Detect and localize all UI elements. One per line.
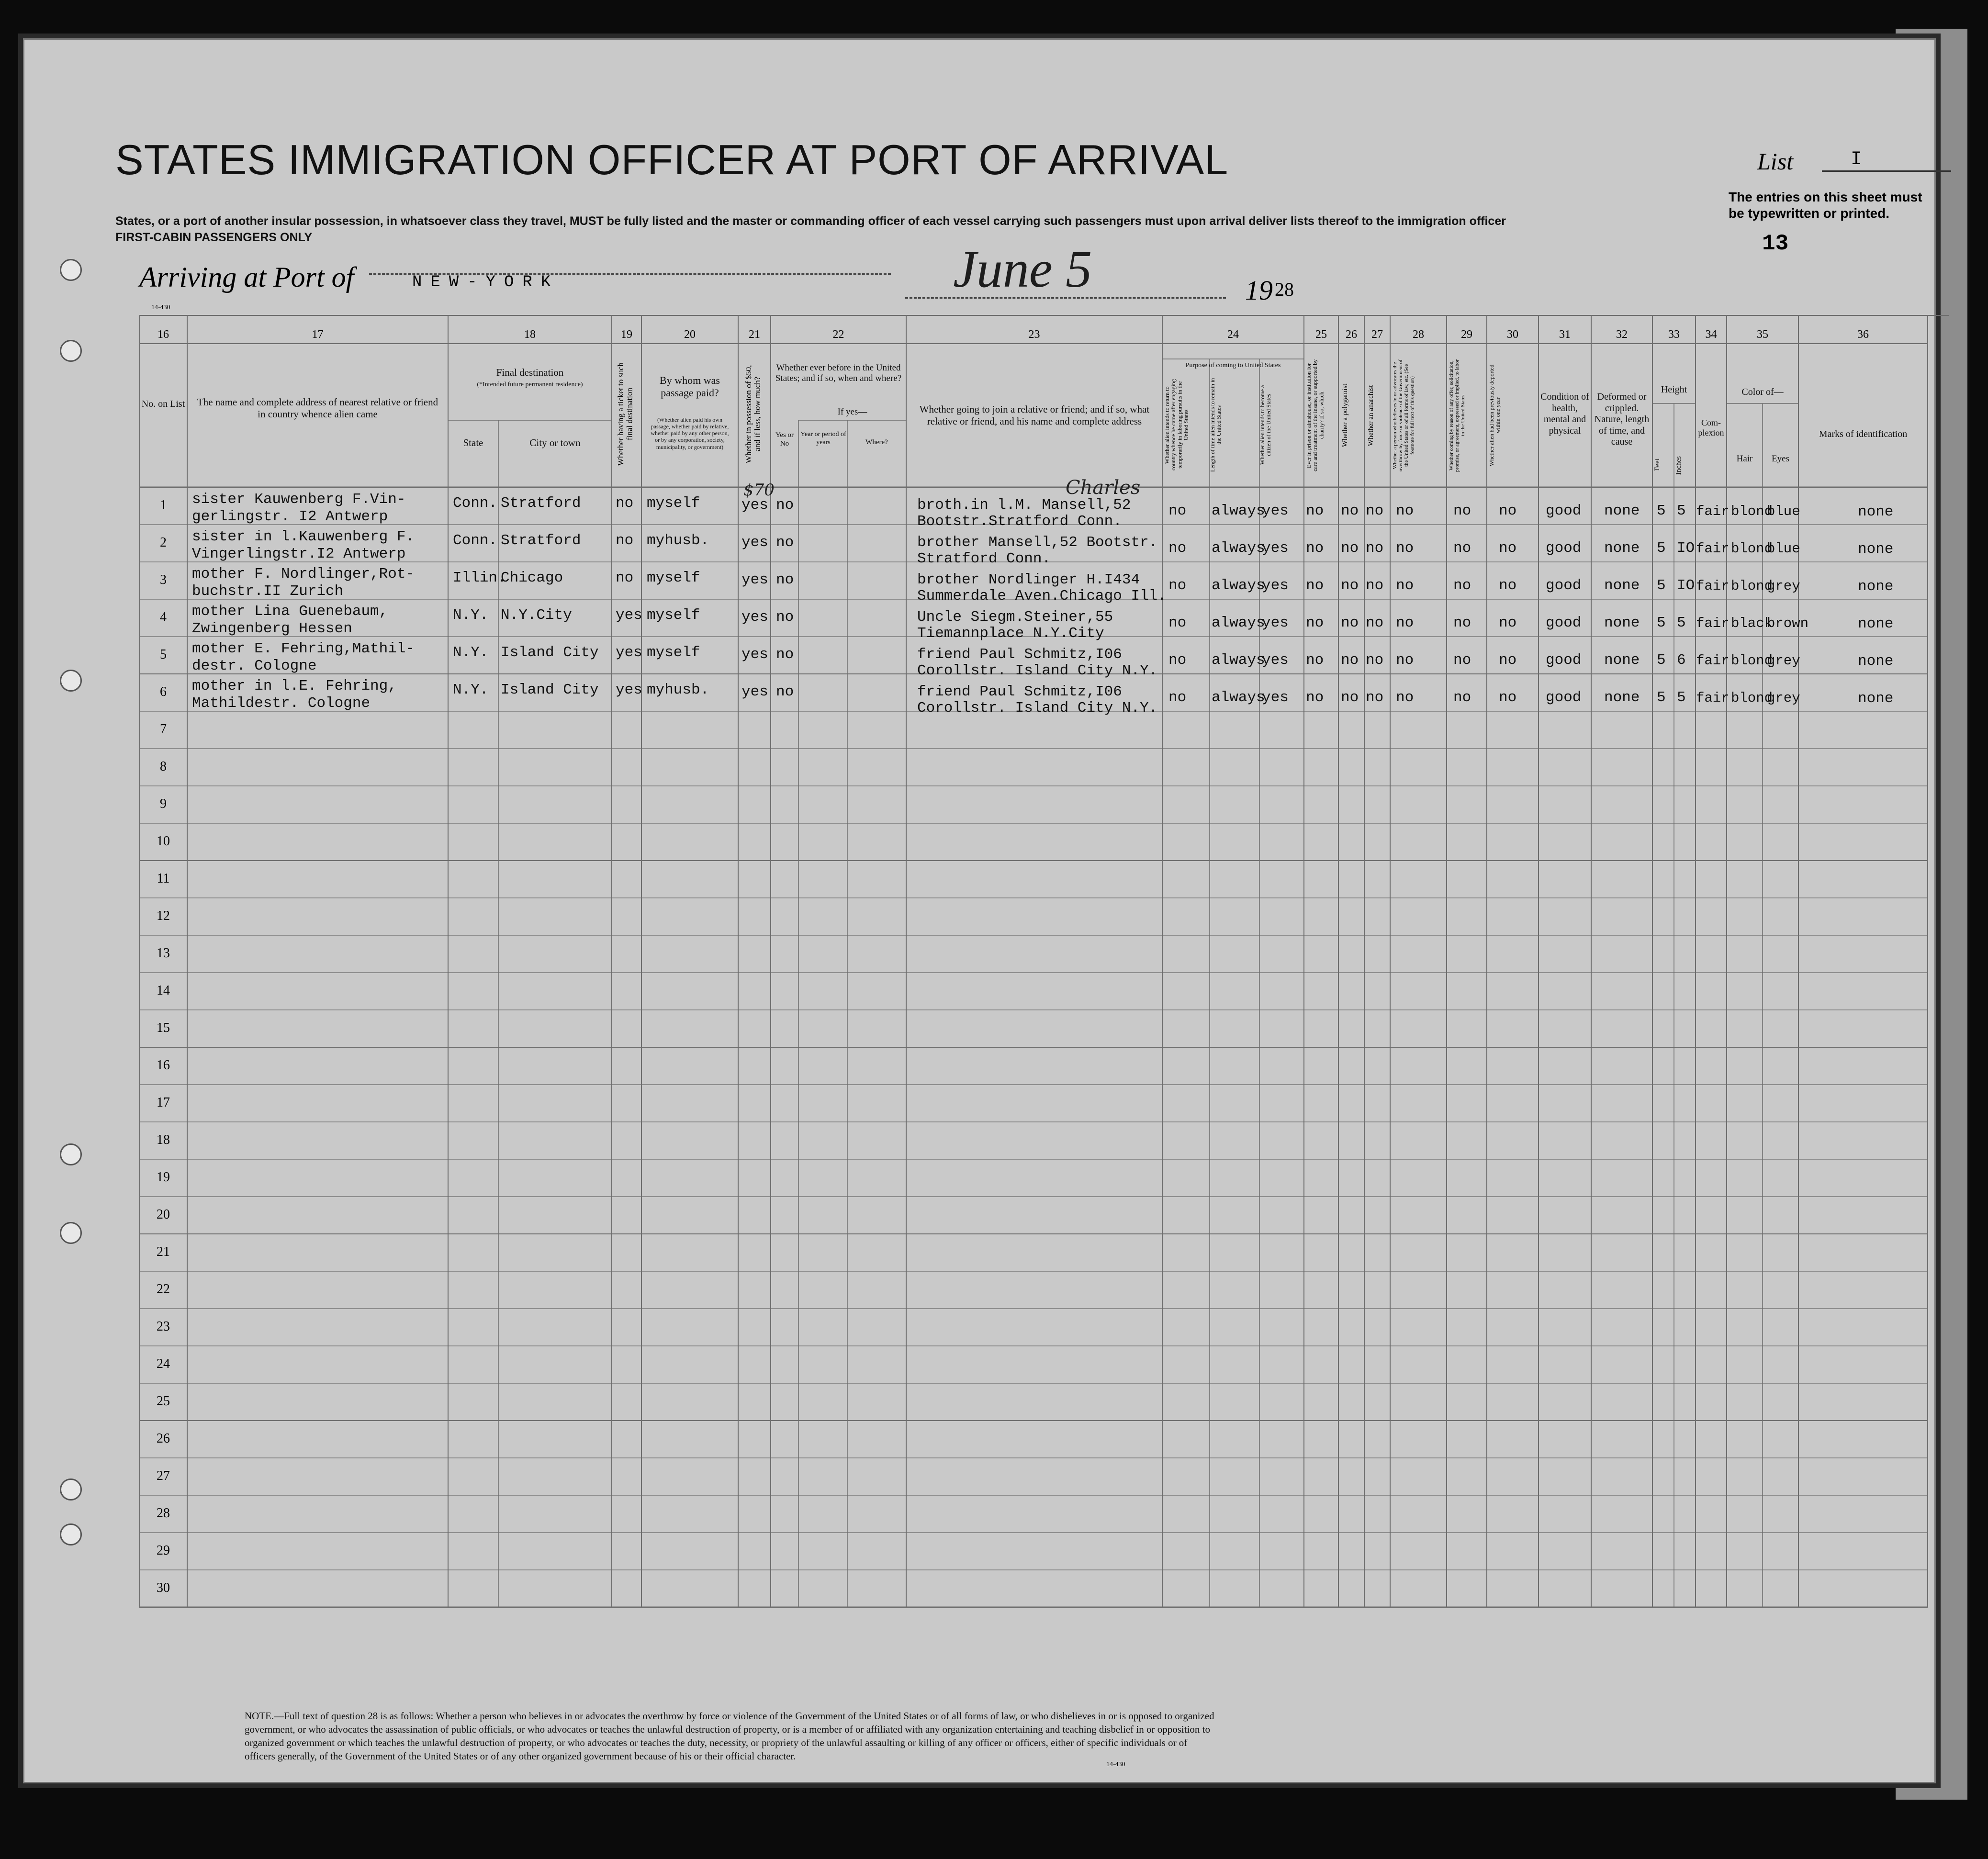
join-note: Charles <box>1066 477 1141 499</box>
join-relative: brother Nordlinger H.I434 <box>917 571 1140 588</box>
hdr-prison: Ever in prison or almshouse, or institution for care and treatment of the insane, or supported by charity? If so, which <box>1305 359 1325 472</box>
q28-value: no <box>1396 615 1414 631</box>
hdr-deformed: Deformed or crippled. Nature, length of time, and cause <box>1594 392 1650 448</box>
hdr-hair: Hair <box>1736 454 1753 464</box>
polygamist-value: no <box>1341 615 1359 631</box>
manifest-sheet <box>23 38 1936 1783</box>
eyes-value: blue <box>1767 504 1800 519</box>
polygamist-value: no <box>1341 503 1359 519</box>
colnum-25: 25 <box>1315 328 1327 341</box>
colnum-36: 36 <box>1857 328 1869 341</box>
join-address: Stratford Conn. <box>917 550 1051 567</box>
passage-paid-value: myhusb. <box>647 682 709 698</box>
complexion-value: fair <box>1696 616 1730 631</box>
row-number: 28 <box>157 1506 170 1521</box>
hdr-before-in-us: Whether ever before in the United States; and if so, when and where? <box>775 363 902 384</box>
marks-value: none <box>1858 578 1894 595</box>
purpose-citizen: yes <box>1262 577 1289 594</box>
hdr-polygamist: Whether a polygamist <box>1341 383 1349 448</box>
purpose-return: no <box>1168 503 1187 519</box>
hdr-passage-paid-sub: (Whether alien paid his own passage, whether paid by relative, whether paid by any other person, or by any corporation, society, municipality, or government) <box>651 416 729 450</box>
anarchist-value: no <box>1366 615 1384 631</box>
hdr-final-destination-sub: (*Intended future permanent residence) <box>477 381 583 388</box>
before-value: no <box>776 609 794 626</box>
colnum-28: 28 <box>1413 328 1424 341</box>
q28-value: no <box>1396 577 1414 594</box>
dest-city: Island City <box>501 682 599 698</box>
polygamist-value: no <box>1341 652 1359 669</box>
labor-offer-value: no <box>1453 652 1471 669</box>
height-inches: 6 <box>1677 652 1686 669</box>
hdr-purpose-citizen: Whether alien intends to become a citizen of the United States <box>1259 385 1272 465</box>
q28-value: no <box>1396 540 1414 557</box>
dest-state: N.Y. <box>453 682 489 698</box>
colnum-19: 19 <box>621 328 632 341</box>
hdr-yes-or-no: Yes or No <box>775 431 794 448</box>
passage-paid-value: myself <box>647 607 700 624</box>
row-number: 6 <box>160 684 167 699</box>
ticket-value: yes <box>616 644 642 661</box>
passage-paid-value: myhusb. <box>647 532 709 549</box>
polygamist-value: no <box>1341 540 1359 557</box>
eyes-value: grey <box>1767 653 1800 669</box>
deported-value: no <box>1499 652 1517 669</box>
row-number: 14 <box>157 983 170 998</box>
row-number: 25 <box>157 1394 170 1409</box>
row-number: 5 <box>160 647 167 662</box>
hdr-marks: Marks of identification <box>1819 429 1908 439</box>
join-relative: Uncle Siegm.Steiner,55 <box>917 609 1113 626</box>
hdr-deported: Whether alien had been previously deported within one year <box>1488 364 1502 467</box>
join-relative: friend Paul Schmitz,I06 <box>917 683 1122 700</box>
relative-name: mother Lina Guenebaum, <box>192 603 388 620</box>
colnum-30: 30 <box>1507 328 1518 341</box>
marks-value: none <box>1858 616 1894 632</box>
health-value: good <box>1546 615 1582 631</box>
colnum-34: 34 <box>1705 328 1717 341</box>
join-relative: broth.in l.M. Mansell,52 <box>917 497 1131 514</box>
height-feet: 5 <box>1657 652 1666 669</box>
dest-state: N.Y. <box>453 607 489 624</box>
purpose-citizen: yes <box>1262 503 1289 519</box>
anarchist-value: no <box>1366 540 1384 557</box>
hair-value: blond <box>1731 541 1773 557</box>
join-relative: brother Mansell,52 Bootstr. <box>917 534 1158 551</box>
relative-name: mother E. Fehring,Mathil- <box>192 640 415 657</box>
colnum-16: 16 <box>157 328 169 341</box>
row-number: 16 <box>157 1058 170 1073</box>
row-number: 12 <box>157 908 170 923</box>
deported-value: no <box>1499 540 1517 557</box>
deformed-value: none <box>1604 577 1640 594</box>
polygamist-value: no <box>1341 689 1359 706</box>
eyes-value: grey <box>1767 578 1800 594</box>
height-feet: 5 <box>1657 689 1666 706</box>
ticket-value: yes <box>616 607 642 624</box>
anarchist-value: no <box>1366 577 1384 594</box>
money-value: yes <box>741 646 768 663</box>
q28-value: no <box>1396 652 1414 669</box>
row-number: 19 <box>157 1170 170 1185</box>
relative-name: sister Kauwenberg F.Vin- <box>192 491 406 508</box>
purpose-return: no <box>1168 577 1187 594</box>
ticket-value: no <box>616 570 634 586</box>
prison-value: no <box>1306 652 1324 669</box>
marks-value: none <box>1858 690 1894 707</box>
binder-hole <box>60 259 82 281</box>
row-number: 10 <box>157 834 170 849</box>
join-address: Corollstr. Island City N.Y. <box>917 662 1158 679</box>
row-number: 9 <box>160 796 167 811</box>
hair-value: black <box>1731 616 1773 631</box>
deported-value: no <box>1499 689 1517 706</box>
hdr-passage-paid: By whom was passage paid? <box>660 374 720 399</box>
before-value: no <box>776 534 794 551</box>
hdr-color-of: Color of— <box>1741 387 1784 397</box>
dest-state: Illin. <box>453 570 506 586</box>
eyes-value: brown <box>1767 616 1809 631</box>
row-number: 22 <box>157 1282 170 1297</box>
ticket-value: yes <box>616 682 642 698</box>
dest-state: Conn. <box>453 495 498 512</box>
prison-value: no <box>1306 540 1324 557</box>
row-number: 8 <box>160 759 167 774</box>
purpose-citizen: yes <box>1262 689 1289 706</box>
eyes-value: blue <box>1767 541 1800 557</box>
height-feet: 5 <box>1657 577 1666 594</box>
eyes-value: grey <box>1767 690 1800 706</box>
binder-hole <box>60 1523 82 1545</box>
labor-offer-value: no <box>1453 540 1471 557</box>
join-address: Corollstr. Island City N.Y. <box>917 700 1158 717</box>
prison-value: no <box>1306 577 1324 594</box>
health-value: good <box>1546 540 1582 557</box>
binder-hole <box>60 1478 82 1501</box>
labor-offer-value: no <box>1453 503 1471 519</box>
row-number: 23 <box>157 1319 170 1334</box>
row-number: 24 <box>157 1356 170 1371</box>
health-value: good <box>1546 652 1582 669</box>
row-number: 4 <box>160 610 167 625</box>
list-number: I <box>1822 149 1951 172</box>
hdr-anarchist: Whether an anarchist <box>1367 385 1375 446</box>
deported-value: no <box>1499 577 1517 594</box>
colnum-20: 20 <box>684 328 696 341</box>
health-value: good <box>1546 503 1582 519</box>
intro-line-2: FIRST-CABIN PASSENGERS ONLY <box>115 231 313 244</box>
purpose-length: always <box>1212 540 1265 557</box>
join-address: Summerdale Aven.Chicago Ill. <box>917 588 1167 605</box>
list-label: List <box>1757 148 1794 175</box>
binder-hole <box>60 670 82 692</box>
intro-line-1: States, or a port of another insular possession, in whatsoever class they travel, MUST be fully listed and the master or commanding officer of each vessel carrying such passengers must upon arrival deliver lists thereof to the immigration officer <box>115 214 1506 228</box>
colnum-35: 35 <box>1757 328 1768 341</box>
hair-value: blond <box>1731 504 1773 519</box>
hdr-state: State <box>463 437 483 448</box>
money-value: yes <box>741 497 768 514</box>
hdr-year-period: Year or period of years <box>800 431 846 446</box>
dest-city: Stratford <box>501 495 581 512</box>
hdr-ticket: Whether having a ticket to such final destination <box>616 362 634 466</box>
prison-value: no <box>1306 503 1324 519</box>
row-number: 7 <box>160 722 167 737</box>
row-number: 18 <box>157 1132 170 1147</box>
footnote: NOTE.—Full text of question 28 is as follows: Whether a person who believes in or advocates the overthrow by force or violence of the Government of the United States or of all forms of law, or who disbelieves in or is opposed to organized government, or who advocates the assassination of public officials, or who advocates or teaches the unlawful destruction of property, or is a member of or affiliated with any organization entertaining and teaching disbelief in or opposition to organized government or which teaches the unlawful destruction of property, or who advocates or teaches the duty, necessity, or propriety of the unlawful assaulting or killing of any officer or officers, either of specific individuals or of officers generally, of the Government of the United States or of any other organized government because of his or their official character. <box>245 1710 1214 1762</box>
dest-city: Island City <box>501 644 599 661</box>
deformed-value: none <box>1604 540 1640 557</box>
labor-offer-value: no <box>1453 689 1471 706</box>
colnum-21: 21 <box>749 328 760 341</box>
prison-value: no <box>1306 689 1324 706</box>
relative-address: buchstr.II Zurich <box>192 583 344 600</box>
before-value: no <box>776 646 794 663</box>
manifest-table <box>139 315 1949 1669</box>
ticket-value: no <box>616 532 634 549</box>
complexion-value: fair <box>1696 578 1730 594</box>
purpose-citizen: yes <box>1262 540 1289 557</box>
deported-value: no <box>1499 503 1517 519</box>
hdr-city: City or town <box>529 437 581 448</box>
health-value: good <box>1546 689 1582 706</box>
money-value: yes <box>741 683 768 700</box>
intro-text <box>115 213 1647 246</box>
colnum-33: 33 <box>1668 328 1680 341</box>
binder-hole <box>60 1222 82 1244</box>
entries-note: The entries on this sheet must be typewritten or printed. <box>1729 190 1922 221</box>
arriving-label: Arriving at Port of <box>139 261 354 293</box>
row-number: 1 <box>160 498 167 513</box>
complexion-value: fair <box>1696 504 1730 519</box>
row-number: 26 <box>157 1431 170 1446</box>
purpose-citizen: yes <box>1262 652 1289 669</box>
dest-city: Stratford <box>501 532 581 549</box>
q28-value: no <box>1396 689 1414 706</box>
hair-value: blond <box>1731 653 1773 669</box>
deformed-value: none <box>1604 652 1640 669</box>
hdr-height: Height <box>1661 384 1687 395</box>
row-number: 11 <box>157 871 170 886</box>
row-number: 30 <box>157 1580 170 1595</box>
marks-value: none <box>1858 653 1894 670</box>
row-number: 27 <box>157 1468 170 1483</box>
row-number: 29 <box>157 1543 170 1558</box>
money-value: yes <box>741 571 768 588</box>
purpose-return: no <box>1168 615 1187 631</box>
hdr-eyes: Eyes <box>1772 454 1789 464</box>
complexion-value: fair <box>1696 690 1730 706</box>
anarchist-value: no <box>1366 689 1384 706</box>
colnum-31: 31 <box>1559 328 1571 341</box>
relative-address: destr. Cologne <box>192 658 317 674</box>
hdr-if-yes: If yes— <box>837 407 867 417</box>
hdr-money: Whether in possession of $50, and if less, how much? <box>744 365 762 463</box>
dest-state: N.Y. <box>453 644 489 661</box>
hdr-q28: Whether a person who believes in or advocates the overthrow by force or violence of the Government of the United States or of all forms of law, etc. (See footnote for full text of this question) <box>1392 359 1415 471</box>
polygamist-value: no <box>1341 577 1359 594</box>
binder-hole <box>60 1143 82 1165</box>
row-number: 17 <box>157 1095 170 1110</box>
hdr-no-on-list: No. on List <box>141 399 185 409</box>
colnum-26: 26 <box>1346 328 1357 341</box>
footnote-form-number: 14-430 <box>1106 1761 1125 1768</box>
hdr-nearest-relative: The name and complete address of nearest relative or friend in country whence alien came <box>197 396 438 420</box>
hdr-where: Where? <box>865 438 888 446</box>
anarchist-value: no <box>1366 652 1384 669</box>
year-prefix: 19 <box>1245 275 1273 306</box>
anarchist-value: no <box>1366 503 1384 519</box>
colnum-29: 29 <box>1461 328 1472 341</box>
row-number: 2 <box>160 535 167 550</box>
relative-name: mother in l.E. Fehring, <box>192 678 397 694</box>
health-value: good <box>1546 577 1582 594</box>
colnum-17: 17 <box>312 328 324 341</box>
join-address: Tiemannplace N.Y.City <box>917 625 1104 642</box>
hdr-purpose: Purpose of coming to United States <box>1185 362 1281 369</box>
complexion-value: fair <box>1696 541 1730 557</box>
before-value: no <box>776 571 794 588</box>
relative-address: Mathildestr. Cologne <box>192 695 371 712</box>
marks-value: none <box>1858 541 1894 558</box>
before-value: no <box>776 683 794 700</box>
colnum-32: 32 <box>1616 328 1628 341</box>
binder-hole <box>60 340 82 362</box>
deformed-value: none <box>1604 503 1640 519</box>
row-number: 21 <box>157 1244 170 1259</box>
colnum-27: 27 <box>1371 328 1383 341</box>
hdr-join-relative: Whether going to join a relative or friend; and if so, what relative or friend, and his name and complete address <box>919 403 1150 427</box>
prison-value: no <box>1306 615 1324 631</box>
height-inches: IO <box>1677 577 1695 594</box>
deformed-value: none <box>1604 689 1640 706</box>
q28-value: no <box>1396 503 1414 519</box>
height-feet: 5 <box>1657 615 1666 631</box>
purpose-length: always <box>1212 652 1265 669</box>
colnum-18: 18 <box>524 328 536 341</box>
colnum-22: 22 <box>832 328 844 341</box>
purpose-length: always <box>1212 577 1265 594</box>
purpose-length: always <box>1212 615 1265 631</box>
relative-address: Zwingenberg Hessen <box>192 620 352 637</box>
row-number: 15 <box>157 1020 170 1035</box>
arrival-date: June 5 <box>953 240 1092 298</box>
deported-value: no <box>1499 615 1517 631</box>
hdr-purpose-return: Whether alien intends to return to country whence he came after engaging temporarily in laboring pursuits in the United States <box>1164 379 1190 471</box>
hdr-complexion: Com-plexion <box>1698 418 1724 438</box>
hair-value: blond <box>1731 690 1773 706</box>
height-inches: 5 <box>1677 689 1686 706</box>
hdr-labor-offer: Whether coming by reason of any offer, solicitation, promise, or agreement, expressed or implied, to labor in the United States <box>1449 359 1466 472</box>
marks-value: none <box>1858 504 1894 520</box>
deformed-value: none <box>1604 615 1640 631</box>
row-number: 20 <box>157 1207 170 1222</box>
ticket-value: no <box>616 495 634 512</box>
hdr-inches: Inches <box>1675 456 1683 475</box>
year-suffix: 28 <box>1275 279 1294 300</box>
relative-address: Vingerlingstr.I2 Antwerp <box>192 546 406 562</box>
hair-value: blond <box>1731 578 1773 594</box>
dest-state: Conn. <box>453 532 498 549</box>
hdr-final-destination: Final destination <box>496 367 564 378</box>
row-number: 13 <box>157 946 170 961</box>
passage-paid-value: myself <box>647 570 700 586</box>
height-inches: IO <box>1677 540 1695 557</box>
port-name: NEW-YORK <box>412 273 560 291</box>
page-title: STATES IMMIGRATION OFFICER AT PORT OF ARRIVAL <box>115 136 1229 183</box>
purpose-length: always <box>1212 503 1265 519</box>
passage-paid-value: myself <box>647 644 700 661</box>
join-address: Bootstr.Stratford Conn. <box>917 513 1122 530</box>
purpose-citizen: yes <box>1262 615 1289 631</box>
dest-city: Chicago <box>501 570 563 586</box>
relative-address: gerlingstr. I2 Antwerp <box>192 508 388 525</box>
colnum-23: 23 <box>1028 328 1040 341</box>
join-relative: friend Paul Schmitz,I06 <box>917 646 1122 663</box>
purpose-return: no <box>1168 652 1187 669</box>
labor-offer-value: no <box>1453 577 1471 594</box>
hdr-purpose-length: Length of time alien intends to remain in the United States <box>1209 378 1223 472</box>
purpose-return: no <box>1168 540 1187 557</box>
form-number: 14-430 <box>151 304 170 311</box>
height-feet: 5 <box>1657 540 1666 557</box>
height-inches: 5 <box>1677 503 1686 519</box>
money-note: $70 <box>743 481 775 500</box>
purpose-length: always <box>1212 689 1265 706</box>
hdr-feet: Feet <box>1653 459 1661 471</box>
relative-name: sister in l.Kauwenberg F. <box>192 528 415 545</box>
hdr-health: Condition of health, mental and physical <box>1540 392 1589 436</box>
money-value: yes <box>741 609 768 626</box>
relative-name: mother F. Nordlinger,Rot- <box>192 566 415 582</box>
height-inches: 5 <box>1677 615 1686 631</box>
sheet-number: 13 <box>1762 231 1789 256</box>
passage-paid-value: myself <box>647 495 700 512</box>
complexion-value: fair <box>1696 653 1730 669</box>
height-feet: 5 <box>1657 503 1666 519</box>
money-value: yes <box>741 534 768 551</box>
row-number: 3 <box>160 572 167 587</box>
purpose-return: no <box>1168 689 1187 706</box>
before-value: no <box>776 497 794 514</box>
colnum-24: 24 <box>1227 328 1239 341</box>
dest-city: N.Y.City <box>501 607 572 624</box>
labor-offer-value: no <box>1453 615 1471 631</box>
